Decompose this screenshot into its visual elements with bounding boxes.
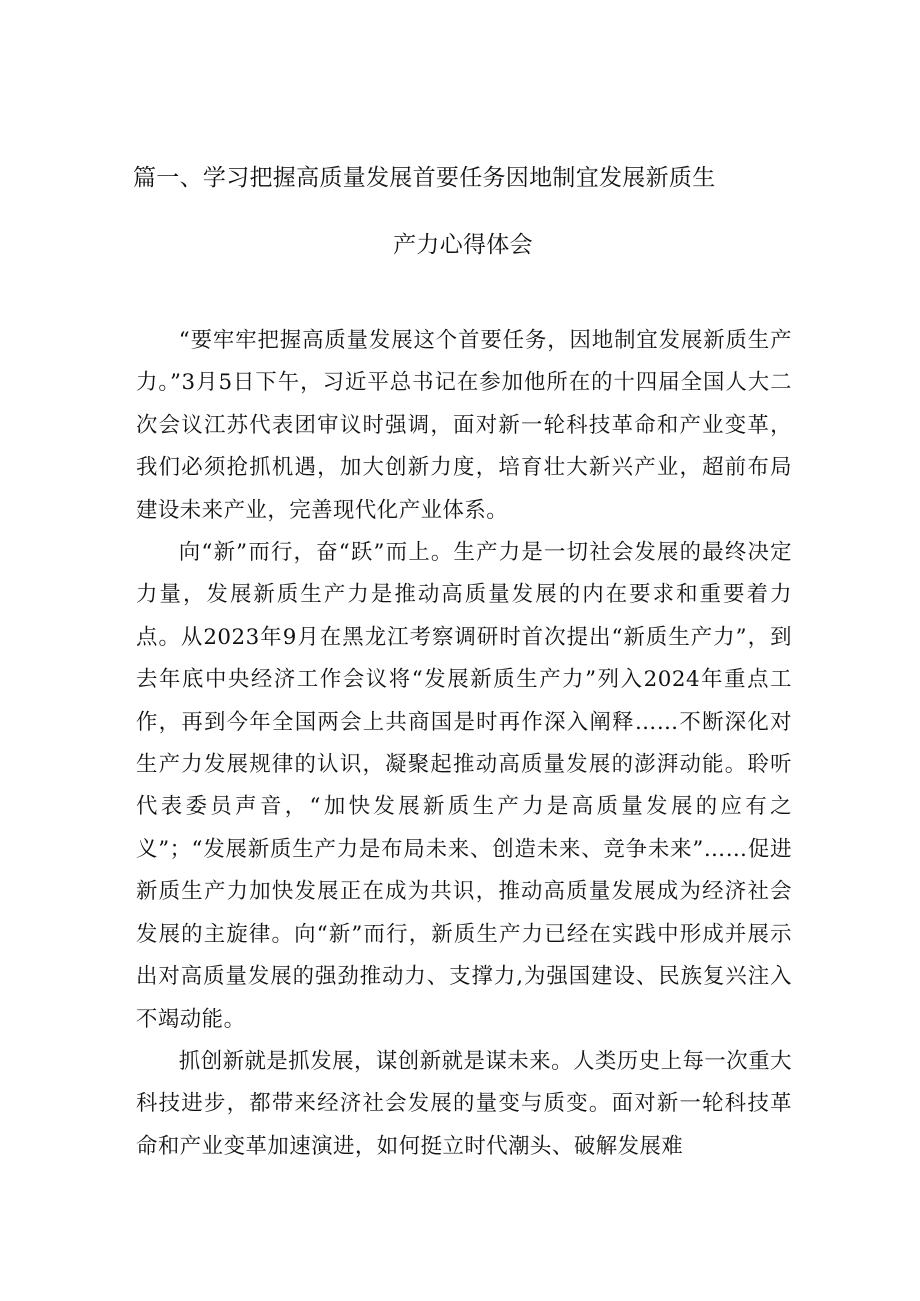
paragraph-3: 抓创新就是抓发展，谋创新就是谋未来。人类历史上每一次重大科技进步，都带来经济社会发展的量变与质变。面对新一轮科技革命和产业变革加速演进，如何挺立时代潮头、破解发展难 xyxy=(136,1048,792,1159)
document-title-line-2: 产力心得体会 xyxy=(393,232,533,258)
paragraph-1: “要牢牢把握高质量发展这个首要任务，因地制宜发展新质生产力。”3月5日下午，习近平总书记在参加他所在的十四届全国人大二次会议江苏代表团审议时强调，面对新一轮科技革命和产业变革，我们必须抢抓机遇，加大创新力度，培育壮大新兴产业，超前布局建设未来产业，完善现代化产业体系。 xyxy=(136,328,792,523)
document-body xyxy=(136,320,792,1168)
paragraph-2: 向“新”而行，奋“跃”而上。生产力是一切社会发展的最终决定力量，发展新质生产力是推动高质量发展的内在要求和重要着力点。从2023年9月在黑龙江考察调研时首次提出“新质生产力”，到去年底中央经济工作会议将“发展新质生产力”列入2024年重点工作，再到今年全国两会上共商国是时再作深入阐释……不断深化对生产力发展规律的认识，凝聚起推动高质量发展的澎湃动能。聆听代表委员声音，“加快发展新质生产力是高质量发展的应有之义”；“发展新质生产力是布局未来、创造未来、竞争未来”……促进新质生产力加快发展正在成为共识，推动高质量发展成为经济社会发展的主旋律。向“新”而行，新质生产力已经在实践中形成并展示出对高质量发展的强劲推动力、支撑力,为强国建设、民族复兴注入不竭动能。 xyxy=(136,540,792,1032)
document-title-line-1: 篇一、学习把握高质量发展首要任务因地制宜发展新质生 xyxy=(133,165,716,191)
